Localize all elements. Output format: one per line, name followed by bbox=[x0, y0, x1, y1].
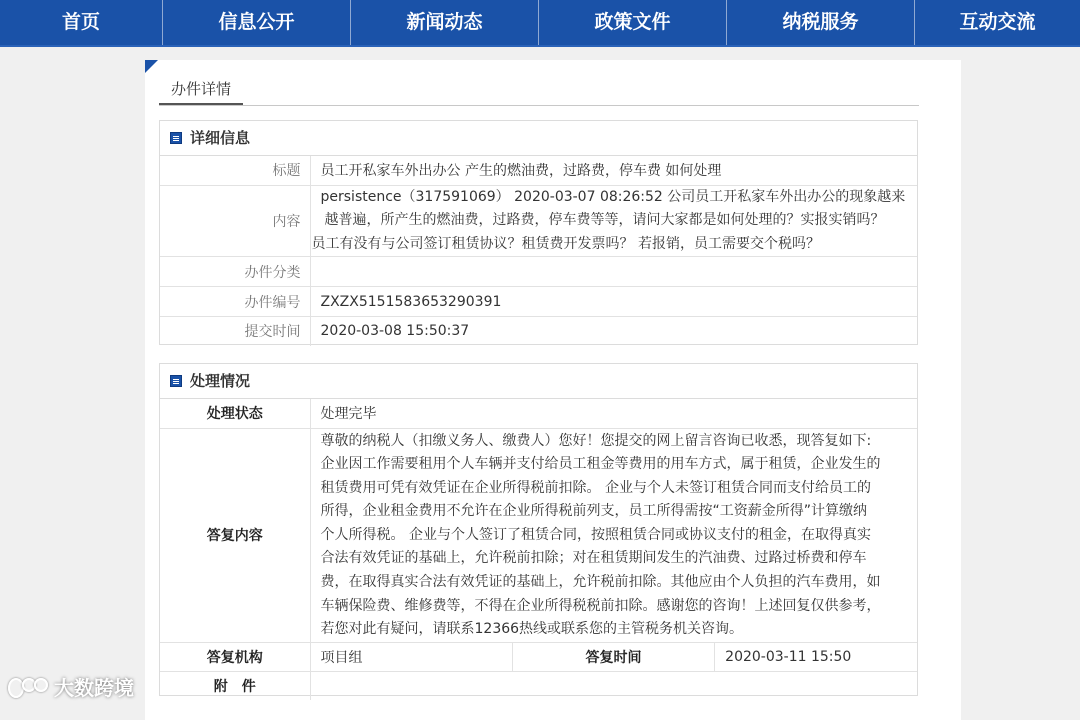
table-row bbox=[160, 185, 917, 257]
reply-line: 尊敬的纳税人（扣缴义务人、缴费人）您好！您提交的网上留言咨询已收悉，现答复如下: bbox=[320, 432, 872, 449]
reply-paragraph bbox=[311, 429, 918, 642]
nav-tax-services[interactable]: 纳税服务 bbox=[727, 0, 915, 45]
list-icon bbox=[170, 132, 182, 144]
nav-home[interactable]: 首页 bbox=[0, 0, 163, 45]
list-icon bbox=[170, 375, 182, 387]
number-label: 办件编号 bbox=[160, 287, 310, 317]
watermark-logo-icon bbox=[8, 676, 48, 698]
category-label: 办件分类 bbox=[160, 257, 310, 287]
table-row bbox=[160, 399, 917, 428]
table-row bbox=[160, 428, 917, 642]
number-value: ZXZX5151583653290391 bbox=[310, 287, 917, 317]
category-value bbox=[310, 257, 917, 287]
reply-line: 所得，企业租金费用不允许在企业所得税前列支，员工所得需按“工资薪金所得”计算缴纳 bbox=[320, 503, 868, 520]
submit-time-label: 提交时间 bbox=[160, 317, 310, 346]
reply-line: 个人所得税。 企业与个人签订了租赁合同，按照租赁合同或协议支付的租金，在取得真实 bbox=[320, 526, 871, 543]
content-line-2: 越普遍，所产生的燃油费，过路费，停车费等等，请问大家都是如何处理的？实报实销吗？ bbox=[324, 212, 885, 228]
processing-panel-header bbox=[160, 364, 917, 399]
page-title: 办件详情 bbox=[159, 77, 243, 105]
content-value bbox=[310, 185, 917, 257]
watermark bbox=[8, 672, 134, 701]
reply-time-value: 2020-03-11 15:50 bbox=[715, 642, 917, 671]
content-line-1: persistence（317591069） 2020-03-07 08:26:52 公司员工开私家车外出办公的现象越来 bbox=[320, 188, 906, 205]
attachment-value bbox=[310, 671, 917, 700]
nav-news[interactable]: 新闻动态 bbox=[351, 0, 539, 45]
reply-content bbox=[310, 428, 917, 642]
reply-line: 合法有效凭证的基础上，允许税前扣除；对在租赁期间发生的汽油费、过路过桥费和停车 bbox=[320, 550, 867, 567]
reply-line: 若您对此有疑问，请联系12366热线或联系您的主管税务机关咨询。 bbox=[320, 621, 744, 638]
content-line-3: 员工有没有与公司签订租赁协议？租赁费开发票吗？ 若报销，员工需要交个税吗？ bbox=[311, 235, 820, 252]
title-value: 员工开私家车外出办公 产生的燃油费，过路费，停车费 如何处理 bbox=[320, 163, 722, 180]
reply-time-label: 答复时间 bbox=[512, 642, 714, 671]
reply-label: 答复内容 bbox=[160, 428, 310, 642]
table-row bbox=[160, 671, 917, 700]
table-row bbox=[160, 257, 917, 287]
top-navigation bbox=[0, 0, 1080, 45]
reply-line: 租赁费用可凭有效凭证在企业所得税前扣除。 企业与个人未签订租赁合同而支付给员工的 bbox=[320, 479, 871, 496]
content-label: 内容 bbox=[160, 185, 310, 257]
org-label: 答复机构 bbox=[160, 642, 310, 671]
status-value: 处理完毕 bbox=[320, 406, 377, 423]
detail-panel bbox=[159, 120, 918, 345]
detail-heading: 详细信息 bbox=[190, 129, 251, 147]
nav-policy-documents[interactable]: 政策文件 bbox=[539, 0, 727, 45]
table-row bbox=[160, 287, 917, 317]
table-row bbox=[160, 642, 917, 671]
detail-panel-header bbox=[160, 121, 917, 156]
attachment-label: 附 件 bbox=[160, 671, 310, 700]
reply-line: 企业因工作需要租用个人车辆并支付给员工租金等费用的用车方式，属于租赁，企业发生的 bbox=[320, 456, 881, 473]
watermark-text: 大数跨境 bbox=[54, 676, 134, 700]
nav-interaction[interactable]: 互动交流 bbox=[959, 11, 1036, 33]
processing-heading: 处理情况 bbox=[190, 372, 251, 390]
nav-info-disclosure[interactable]: 信息公开 bbox=[163, 0, 351, 45]
corner-marker bbox=[145, 60, 158, 73]
table-row bbox=[160, 317, 917, 346]
processing-table bbox=[160, 399, 917, 700]
submit-time-value: 2020-03-08 15:50:37 bbox=[310, 317, 917, 346]
org-value: 项目组 bbox=[310, 642, 512, 671]
table-row bbox=[160, 156, 917, 185]
processing-panel bbox=[159, 363, 918, 696]
detail-table bbox=[160, 156, 917, 346]
detail-card bbox=[145, 60, 961, 720]
card-title-bar bbox=[159, 77, 919, 106]
nav-underline bbox=[0, 45, 1080, 47]
reply-line: 费，在取得真实合法有效凭证的基础上，允许税前扣除。其他应由个人负担的汽车费用，如 bbox=[320, 574, 881, 591]
title-label: 标题 bbox=[160, 156, 310, 185]
reply-line: 车辆保险费、维修费等，不得在企业所得税税前扣除。感谢您的咨询！上述回复仅供参考， bbox=[320, 597, 881, 614]
status-label: 处理状态 bbox=[160, 399, 310, 428]
